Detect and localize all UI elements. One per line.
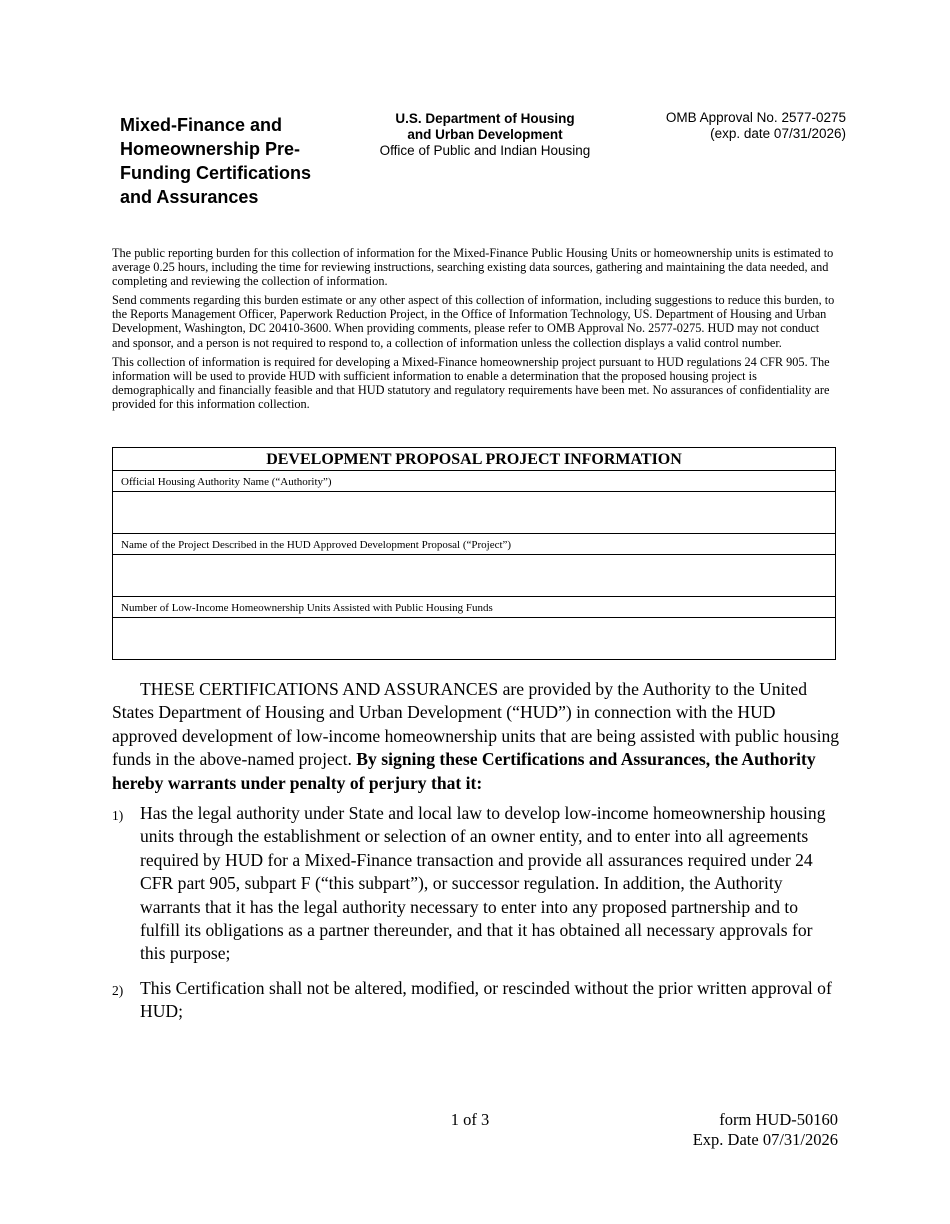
burden-paragraph-1: The public reporting burden for this collection of information for the Mixed-Finance Public Housing Units or homeownership units is estimated to average 0.25 hours, including the time for reviewing instructions, searching existing data sources, gathering and maintaining the data needed, and completing and reviewing the collection of information. [112,246,834,289]
authority-name-label: Official Housing Authority Name (“Authority”) [113,471,835,492]
certification-item [112,977,842,1024]
form-number: form HUD-50160 [719,1110,838,1129]
burden-statement [112,246,836,416]
certification-item [112,802,842,966]
unit-count-label: Number of Low-Income Homeownership Units Assisted with Public Housing Funds [113,597,835,618]
unit-count-field[interactable] [113,618,835,659]
project-info-title: DEVELOPMENT PROPOSAL PROJECT INFORMATION [113,448,835,471]
form-identifier [588,1110,838,1150]
item-number: 2) [112,983,124,998]
project-name-field[interactable] [113,555,835,597]
project-name-label: Name of the Project Described in the HUD Approved Development Proposal (“Project”) [113,534,835,555]
item-text: Has the legal authority under State and local law to develop low-income homeownership housing units through the establishment or selection of an owner entity, and to enter into all agreements required by HUD for a Mixed-Finance transaction and provide all assurances required under 24 CFR part 905, subpart F (“this subpart”), or successor regulation. In addition, the Authority warrants that it has the legal authority necessary to enter into any proposed partnership and to fulfill its obligations as a partner thereunder, and that it has obtained all necessary approvals for this purpose; [140,803,826,964]
agency-name-line2: and Urban Development [407,127,563,142]
certification-intro [112,678,842,795]
item-text: This Certification shall not be altered, modified, or rescinded without the prior written approval of HUD; [140,978,832,1022]
office-name: Office of Public and Indian Housing [379,143,591,158]
burden-paragraph-2: Send comments regarding this burden estimate or any other aspect of this collection of information, including suggestions to reduce this burden, to the Reports Management Officer, Paperwork Reduction Project, in the Office of Information Technology, US. Department of Housing and Urban Development, Washington, DC 20410-3600. When providing comments, please refer to OMB Approval No. 2577-0275. HUD may not conduct and sponsor, and a person is not required to respond to, a collection of information unless the collection displays a valid control number. [112,293,835,350]
page-number: 1 of 3 [450,1110,490,1129]
omb-block [586,110,846,142]
burden-paragraph-3: This collection of information is required for developing a Mixed-Finance homeownership project pursuant to HUD regulations 24 CFR 905. The information will be used to provide HUD with sufficient information to enable a determination that the proposed housing project is demographically and financially feasible and that HUD statutory and regulatory requirements have been met. No assurances of confidentiality are provided for this information collection. [112,354,830,411]
project-info-table [112,447,836,660]
form-exp-date: Exp. Date 07/31/2026 [692,1130,838,1149]
intro-warranty-text: By signing these Certifications and Assurances, the Authority hereby warrants under penalty of perjury that it: [112,749,816,793]
agency-name-line1: U.S. Department of Housing [395,111,575,126]
intro-text: THESE CERTIFICATIONS AND ASSURANCES are provided by the Authority to the United States Department of Housing and Urban Development (“HUD”) in connection with the HUD approved development of low-income homeownership units that are being assisted with public housing funds in the above-named project. [112,679,840,770]
item-number: 1) [112,808,124,823]
form-title: Mixed-Finance and Homeownership Pre-Funding Certifications and Assurances [120,115,311,207]
omb-approval-number: OMB Approval No. 2577-0275 [665,110,846,125]
omb-expiration-date: (exp. date 07/31/2026) [710,126,846,141]
authority-name-field[interactable] [113,492,835,534]
